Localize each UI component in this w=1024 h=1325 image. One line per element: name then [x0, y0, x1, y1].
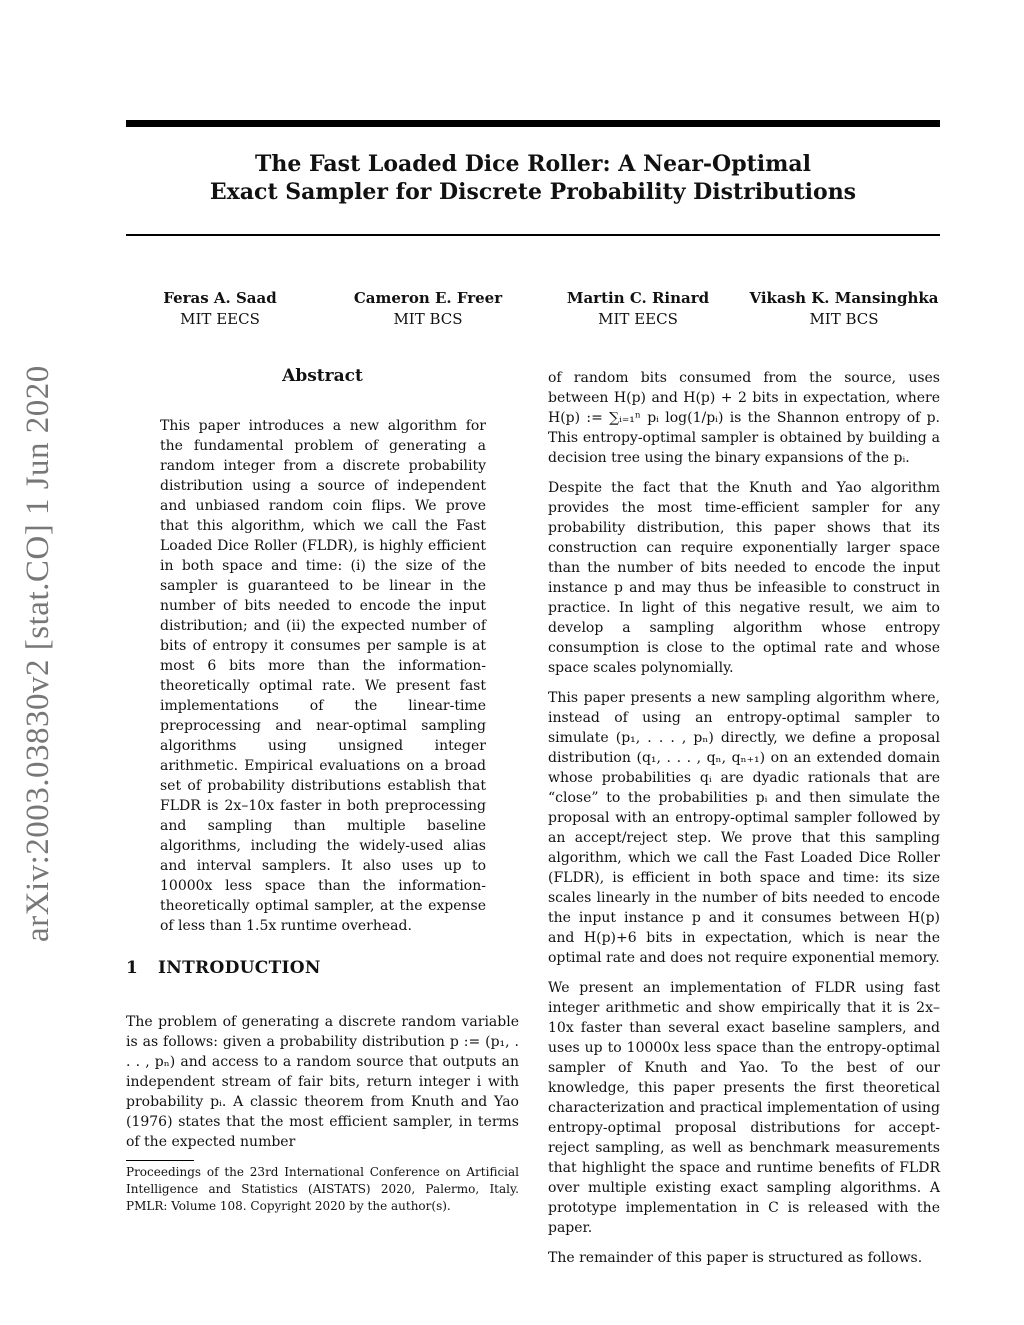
section-heading: [126, 958, 519, 978]
paragraph: This paper presents a new sampling algorithm where, instead of using an entropy-optimal sampler to simulate (p₁, . . . , pₙ) directly, we define a proposal distribution (q₁, . . . , qₙ, qₙ₊₁) on an extended domain whose probabilities qᵢ are dyadic rationals that are “close” to the probabilities pᵢ and then simulate the proposal with an entropy-optimal sampler followed by an accept/reject step. We prove that this sampling algorithm, which we call the Fast Loaded Dice Roller (FLDR), is efficient in both space and time: its size scales linearly in the number of bits needed to encode the input instance p and it consumes between H(p) and H(p)+6 bits in expectation, which is near the optimal rate and does not require exponential memory.: [548, 690, 940, 966]
author-name: Cameron E. Freer: [353, 289, 503, 307]
introduction-paragraph: The problem of generating a discrete random variable is as follows: given a probability distribution p := (p₁, . . . , pₙ) and access to a random source that outputs an independent stream of fair bits, return integer i with probability pᵢ. A classic theorem from Knuth and Yao (1976) states that the most efficient sampler, in terms of the expected number: [126, 1014, 519, 1150]
paragraph: The remainder of this paper is structured as follows.: [548, 1250, 923, 1266]
title-line-1: The Fast Loaded Dice Roller: A Near-Optimal: [254, 151, 811, 177]
title-top-rule: [126, 120, 940, 127]
arxiv-identifier: arXiv:2003.03830v2 [stat.CO] 1 Jun 2020: [20, 365, 56, 942]
author-affiliation: MIT BCS: [809, 310, 879, 328]
paragraph: Despite the fact that the Knuth and Yao algorithm provides the most time-efficient sampler for any probability distribution, this paper shows that its construction can require exponentially larger space than the number of bits needed to encode the input instance p and may thus be infeasible to construct in practice. In light of this negative result, we aim to develop a sampling algorithm whose entropy consumption is close to the optimal rate and whose space scales polynomially.: [548, 480, 940, 676]
author-affiliation: MIT EECS: [180, 310, 260, 328]
abstract-text: This paper introduces a new algorithm for the fundamental problem of generating a random integer from a discrete probability distribution using a source of independent and unbiased random coin flips. We prove that this algorithm, which we call the Fast Loaded Dice Roller (FLDR), is highly efficient in both space and time: (i) the size of the sampler is guaranteed to be linear in the number of bits needed to encode the input distribution; and (ii) the expected number of bits of entropy it consumes per sample is at most 6 bits more than the information-theoretically optimal rate. We present fast implementations of the linear-time preprocessing and near-optimal sampling algorithms using unsigned integer arithmetic. Empirical evaluations on a broad set of probability distributions establish that FLDR is 2x–10x faster in both preprocessing and sampling than multiple baseline algorithms, including the widely-used alias and interval samplers. It also uses up to 10000x less space than the information-theoretically optimal sampler, at the expense of less than 1.5x runtime overhead.: [160, 418, 486, 934]
author-name: Feras A. Saad: [163, 289, 277, 307]
author-block: [318, 288, 538, 330]
title-line-2: Exact Sampler for Discrete Probability Distributions: [209, 179, 857, 205]
author-affiliation: MIT BCS: [393, 310, 463, 328]
abstract-heading: Abstract: [282, 366, 363, 386]
section-title: INTRODUCTION: [158, 958, 321, 978]
paper-title: [126, 150, 940, 206]
author-block: [528, 288, 748, 330]
footnote-rule: [126, 1160, 194, 1161]
author-block: [110, 288, 330, 330]
right-column: [548, 368, 940, 1278]
paragraph: of random bits consumed from the source, uses between H(p) and H(p) + 2 bits in expectation, where H(p) := ∑ᵢ₌₁ⁿ pᵢ log(1/pᵢ) is the Shannon entropy of p. This entropy-optimal sampler is obtained by building a decision tree using the binary expansions of the pᵢ.: [548, 370, 940, 466]
section-number: 1: [126, 958, 139, 978]
title-bottom-rule: [126, 234, 940, 236]
paragraph: We present an implementation of FLDR using fast integer arithmetic and show empirically that it is 2x–10x faster than several exact baseline samplers, and uses up to 10000x less space than the entropy-optimal sampler of Knuth and Yao. To the best of our knowledge, this paper presents the first theoretical characterization and practical implementation of using entropy-optimal proposal distributions for accept-reject sampling, as well as benchmark measurements that highlight the space and runtime benefits of FLDR over multiple existing exact sampling algorithms. A prototype implementation in C is released with the paper.: [548, 980, 940, 1236]
author-name: Vikash K. Mansinghka: [749, 289, 939, 307]
author-affiliation: MIT EECS: [598, 310, 678, 328]
author-block: [734, 288, 954, 330]
footnote: Proceedings of the 23rd International Conference on Artificial Intelligence and Statistics (AISTATS) 2020, Palermo, Italy. PMLR: Volume 108. Copyright 2020 by the author(s).: [126, 1165, 519, 1213]
author-name: Martin C. Rinard: [566, 289, 710, 307]
